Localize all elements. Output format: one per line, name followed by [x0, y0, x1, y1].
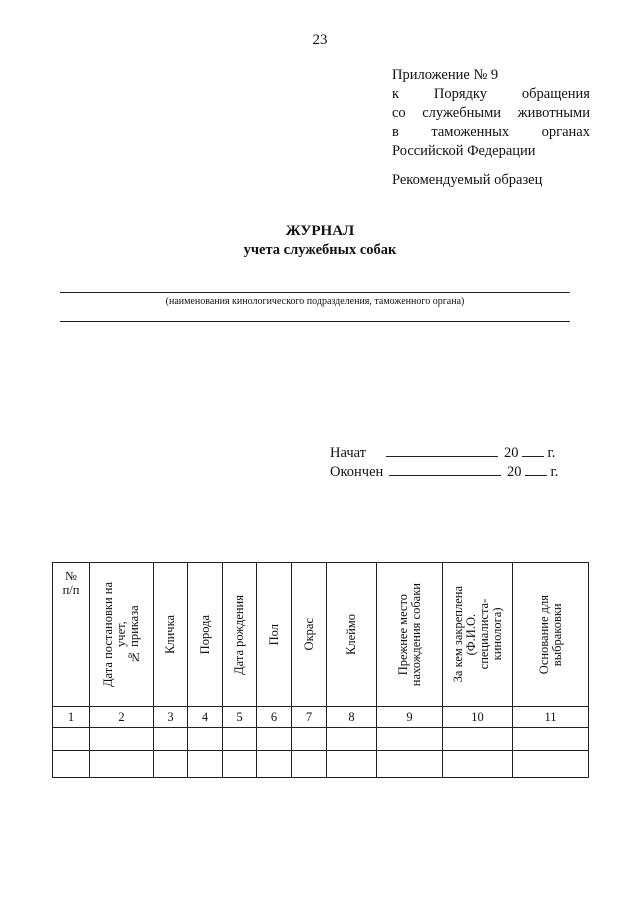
column-header: Основание для выбраковки	[513, 563, 589, 707]
appendix-word: животными	[517, 105, 590, 121]
column-header: № п/п	[53, 563, 90, 707]
column-header: Клеймо	[327, 563, 377, 707]
table-cell[interactable]	[257, 728, 292, 751]
appendix-word: к	[392, 86, 400, 102]
started-date-field[interactable]	[386, 444, 498, 457]
column-header: Порода	[188, 563, 223, 707]
appendix-word: органах	[541, 124, 590, 140]
column-number-row	[53, 707, 589, 728]
appendix-line-4	[392, 123, 590, 142]
document-subtitle: учета служебных собак	[243, 242, 397, 258]
document-title: ЖУРНАЛ	[285, 223, 355, 239]
table-cell[interactable]	[188, 728, 223, 751]
started-row	[330, 444, 558, 463]
column-number: 3	[154, 707, 188, 728]
column-header: Дата рождения	[223, 563, 257, 707]
table-cell[interactable]	[377, 751, 443, 778]
table-row	[53, 728, 589, 751]
column-number: 7	[292, 707, 327, 728]
table-cell[interactable]	[327, 728, 377, 751]
unit-name-line[interactable]	[60, 292, 570, 293]
column-header: Дата постановки на учет, № приказа	[90, 563, 154, 707]
table-cell[interactable]	[327, 751, 377, 778]
appendix-word: Порядку	[433, 86, 488, 102]
table-cell[interactable]	[53, 751, 90, 778]
appendix-line-3	[392, 104, 590, 123]
table-cell[interactable]	[377, 728, 443, 751]
appendix-word: таможенных	[431, 124, 510, 140]
appendix-block	[392, 66, 590, 161]
column-header: Пол	[257, 563, 292, 707]
column-number: 11	[513, 707, 589, 728]
appendix-title: Приложение № 9	[392, 67, 499, 83]
table-cell[interactable]	[513, 728, 589, 751]
started-year-field[interactable]	[522, 444, 544, 457]
recommended-sample: Рекомендуемый образец	[392, 172, 543, 188]
table-cell[interactable]	[53, 728, 90, 751]
appendix-line-5: Российской Федерации	[392, 143, 536, 159]
appendix-word: в	[392, 124, 399, 140]
ended-label: Окончен	[330, 464, 384, 480]
ended-year-field[interactable]	[525, 463, 547, 476]
page-number: 23	[312, 32, 328, 48]
table-row	[53, 751, 589, 778]
dates-block	[330, 444, 558, 482]
table-cell[interactable]	[513, 751, 589, 778]
unit-name-line-2[interactable]	[60, 321, 570, 322]
ended-year-prefix: 20	[507, 464, 522, 480]
table-cell[interactable]	[90, 728, 154, 751]
ended-year-suffix: г.	[550, 464, 559, 480]
table-header-row	[53, 563, 589, 707]
column-number: 5	[223, 707, 257, 728]
table-cell[interactable]	[154, 728, 188, 751]
table-cell[interactable]	[223, 751, 257, 778]
table-cell[interactable]	[443, 728, 513, 751]
appendix-line-2	[392, 85, 590, 104]
table-cell[interactable]	[188, 751, 223, 778]
table-cell[interactable]	[292, 751, 327, 778]
table-cell[interactable]	[257, 751, 292, 778]
started-label: Начат	[330, 445, 367, 461]
table-cell[interactable]	[90, 751, 154, 778]
column-number: 6	[257, 707, 292, 728]
ended-date-field[interactable]	[389, 463, 501, 476]
table-cell[interactable]	[223, 728, 257, 751]
column-number: 2	[90, 707, 154, 728]
table-cell[interactable]	[443, 751, 513, 778]
started-year-prefix: 20	[504, 445, 519, 461]
started-year-suffix: г.	[547, 445, 556, 461]
column-header: Прежнее место нахождения собаки	[377, 563, 443, 707]
table-cell[interactable]	[154, 751, 188, 778]
column-number: 9	[377, 707, 443, 728]
unit-name-hint: (наименования кинологического подразделения, таможенного органа)	[165, 296, 465, 307]
ended-row	[330, 463, 558, 482]
column-header: Кличка	[154, 563, 188, 707]
column-number: 4	[188, 707, 223, 728]
column-number: 10	[443, 707, 513, 728]
appendix-word: обращения	[521, 86, 590, 102]
column-header: Окрас	[292, 563, 327, 707]
column-number: 1	[53, 707, 90, 728]
column-number: 8	[327, 707, 377, 728]
table-cell[interactable]	[292, 728, 327, 751]
column-header: За кем закреплена (Ф.И.О. специалиста- кинолога)	[443, 563, 513, 707]
appendix-word: служебными	[422, 105, 502, 121]
dog-journal-table	[52, 562, 589, 778]
appendix-word: со	[392, 105, 406, 121]
